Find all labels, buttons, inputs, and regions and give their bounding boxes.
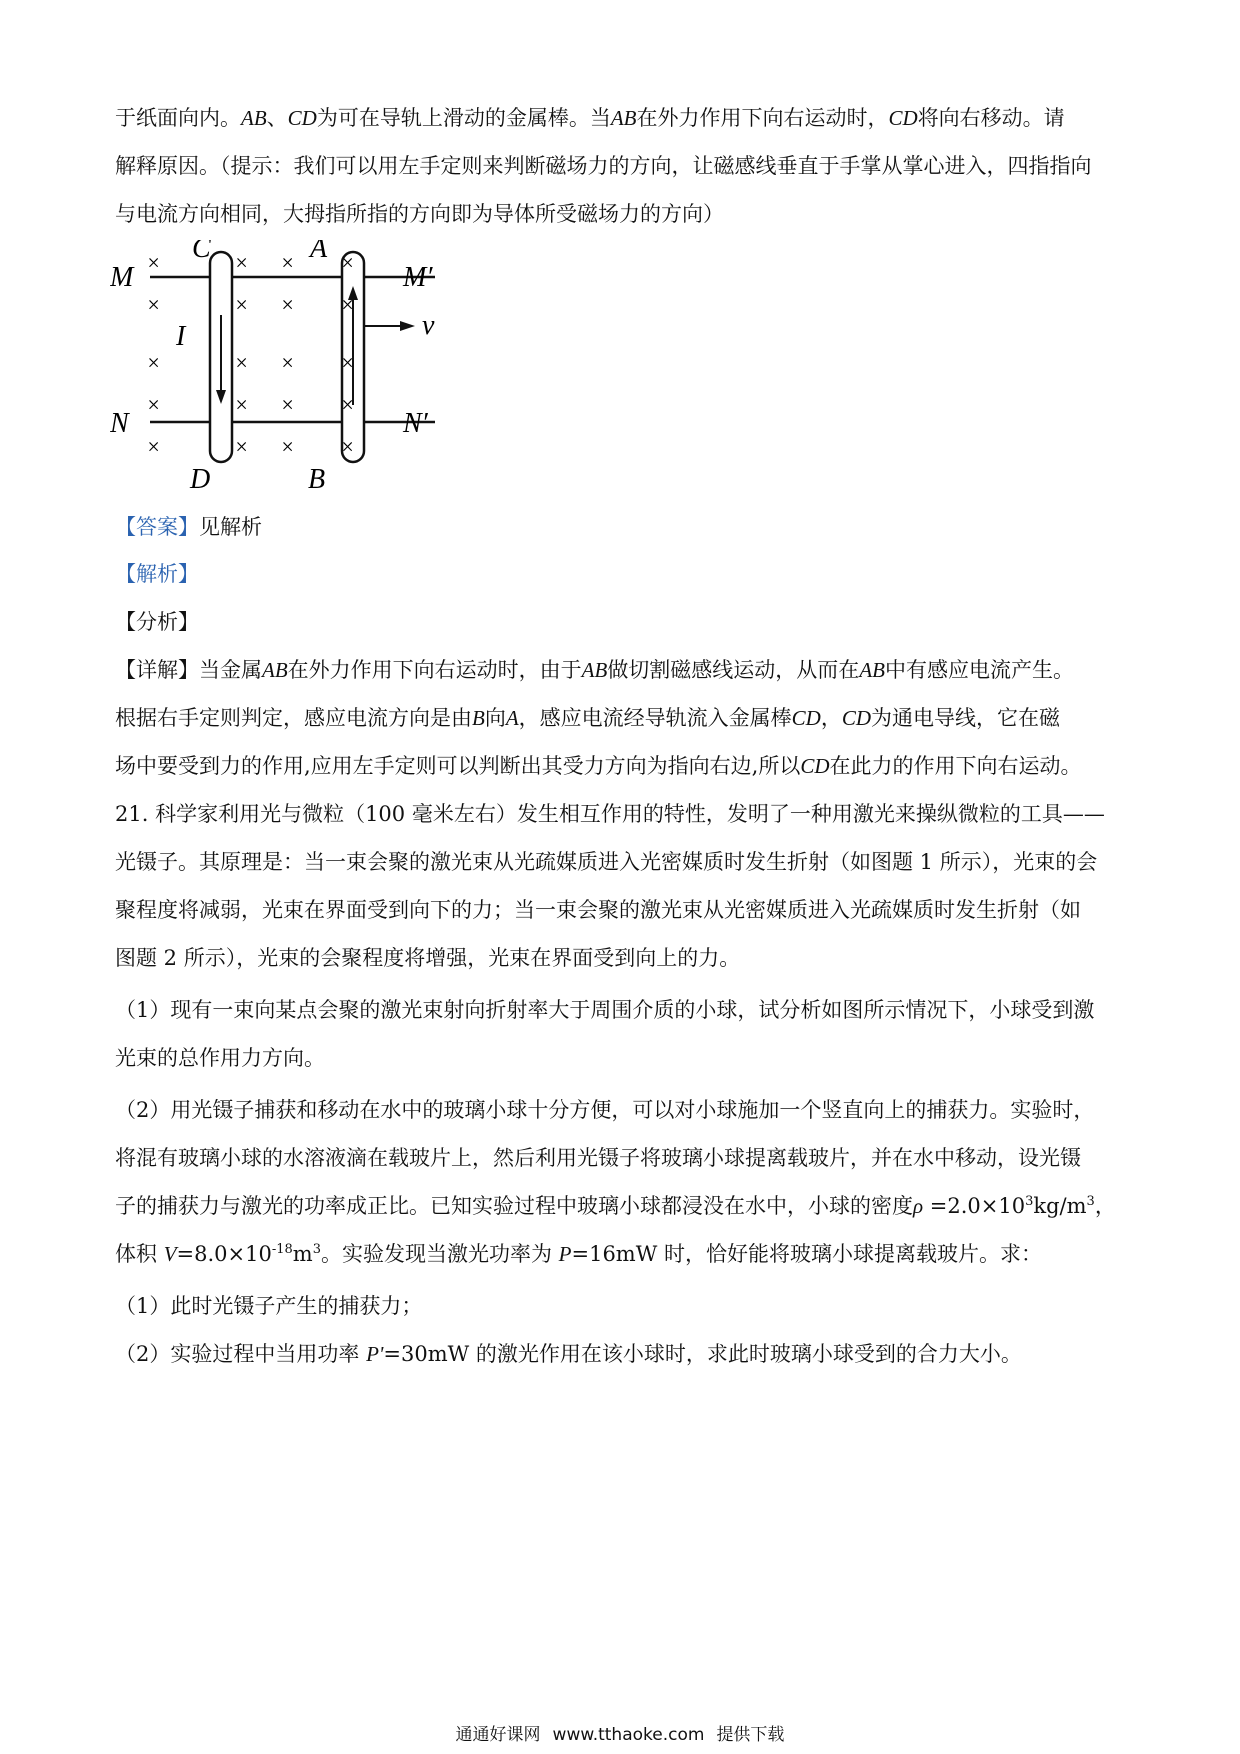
- field-cross: ×: [146, 350, 161, 375]
- label-v: v: [422, 310, 435, 341]
- text: 体积: [115, 1242, 157, 1266]
- field-cross: ×: [146, 434, 161, 459]
- superscript: 3: [312, 1242, 321, 1257]
- label-m-prime: M′: [403, 262, 433, 293]
- text: （2）实验过程中当用功率: [115, 1342, 360, 1366]
- answer-text: 见解析: [199, 515, 262, 539]
- var: AB: [581, 658, 608, 682]
- page-footer: [0, 1720, 1240, 1745]
- q21-part2-line-2: 将混有玻璃小球的水溶液滴在载玻片上，然后利用光镊子将玻璃小球提离载玻片，并在水中移动，设光镊: [115, 1146, 1081, 1170]
- text: 将向右移动。请: [917, 106, 1065, 130]
- q21-part1-line-1: （1）现有一束向某点会聚的激光束射向折射率大于周围介质的小球，试分析如图所示情况下，小球受到激: [115, 998, 1095, 1022]
- superscript: 3: [1086, 1194, 1095, 1209]
- detail-line-1: [115, 655, 1135, 685]
- text: =8.0×10: [176, 1242, 272, 1266]
- text: 。实验发现当激光功率为: [320, 1242, 552, 1266]
- label-n: N: [110, 408, 129, 439]
- field-cross: ×: [234, 292, 249, 317]
- label-m: M: [110, 262, 134, 293]
- q21-line-1: 21. 科学家利用光与微粒（100 毫米左右）发生相互作用的特性，发明了一种用激光来操纵微粒的工具——: [115, 802, 1105, 826]
- superscript: 3: [1025, 1194, 1034, 1209]
- footer-url[interactable]: www.tthaoke.com: [552, 1725, 705, 1745]
- label-c: C: [192, 240, 211, 264]
- q21-line-2: 光镊子。其原理是：当一束会聚的激光束从光疏媒质进入光密媒质时发生折射（如图题 1 所示），光束的会: [115, 850, 1098, 874]
- q21-line-3: 聚程度将减弱，光束在界面受到向下的力；当一束会聚的激光束从光密媒质进入光疏媒质时发生折射（如: [115, 898, 1081, 922]
- field-cross: ×: [340, 392, 355, 417]
- var: AB: [859, 658, 885, 682]
- text: 为可在导轨上滑动的金属棒。当: [316, 106, 611, 130]
- field-cross: ×: [280, 434, 295, 459]
- q21-line-4: 图题 2 所示），光束的会聚程度将增强，光束在界面受到向上的力。: [115, 946, 741, 970]
- text: 当金属: [199, 658, 262, 682]
- field-cross: ×: [234, 392, 249, 417]
- text: kg/m: [1033, 1194, 1087, 1218]
- field-cross: ×: [340, 350, 355, 375]
- var: AB: [241, 106, 267, 130]
- var: AB: [262, 658, 288, 682]
- field-cross: ×: [340, 292, 355, 317]
- field-cross: ×: [146, 250, 161, 275]
- var: CD: [791, 706, 821, 730]
- answer-tag: 【答案】: [115, 515, 199, 539]
- text: 为通电导线，它在磁: [871, 706, 1061, 730]
- text: =2.0×10: [929, 1194, 1026, 1218]
- var: ρ: [913, 1194, 924, 1218]
- text: 场中要受到力的作用,应用左手定则可以判断出其受力方向为指向右边,所以: [115, 754, 801, 778]
- text: 向: [484, 706, 506, 730]
- superscript: -18: [271, 1242, 293, 1257]
- field-cross: ×: [234, 350, 249, 375]
- rail-rod-figure: [110, 240, 490, 495]
- field-cross: ×: [280, 292, 295, 317]
- text: =30mW 的激光作用在该小球时，求此时玻璃小球受到的合力大小。: [383, 1342, 1022, 1366]
- var: A: [505, 706, 519, 730]
- text: 中有感应电流产生。: [884, 658, 1074, 682]
- text: m: [292, 1242, 313, 1266]
- text: ，: [820, 706, 842, 730]
- fenxi-tag: 【分析】: [115, 610, 199, 634]
- footer-site: 通通好课网: [455, 1725, 541, 1745]
- prev-question-line-1: [115, 103, 1135, 133]
- text: 在外力作用下向右运动时，: [636, 106, 889, 130]
- field-cross: ×: [146, 292, 161, 317]
- var: AB: [610, 106, 637, 130]
- var: CD: [888, 106, 918, 130]
- answer-line: [115, 512, 1135, 542]
- q21-part2-line-1: （2）用光镊子捕获和移动在水中的玻璃小球十分方便，可以对小球施加一个竖直向上的捕获力。实验时，: [115, 1098, 1095, 1122]
- q21-sub-2: [115, 1339, 1135, 1369]
- field-cross: ×: [280, 392, 295, 417]
- var: CD: [800, 754, 830, 778]
- text: 做切割磁感线运动，从而在: [607, 658, 860, 682]
- label-d: D: [190, 464, 211, 495]
- q21-sub-1: （1）此时光镊子产生的捕获力；: [115, 1294, 423, 1318]
- text: ，感应电流经导轨流入金属棒: [518, 706, 792, 730]
- var: B: [472, 706, 485, 730]
- footer-suffix: 提供下载: [716, 1725, 785, 1745]
- field-cross: ×: [234, 250, 249, 275]
- var: CD: [841, 706, 872, 730]
- velocity-arrowhead: [400, 321, 415, 331]
- text: 于纸面向内。: [115, 106, 241, 130]
- label-a: A: [310, 240, 328, 264]
- text: 在外力作用下向右运动时，由于: [287, 658, 582, 682]
- field-cross: ×: [280, 350, 295, 375]
- q21-part2-line-4: [115, 1239, 1135, 1269]
- label-i: I: [176, 321, 186, 352]
- field-cross: ×: [146, 392, 161, 417]
- var: V: [163, 1242, 177, 1266]
- prev-question-line-2: 解释原因。（提示：我们可以用左手定则来判断磁场力的方向，让磁感线垂直于手掌从掌心进入，四指指向: [115, 154, 1092, 178]
- text: 根据右手定则判定，感应电流方向是由: [115, 706, 472, 730]
- label-b: B: [308, 464, 326, 495]
- label-n-prime: N′: [403, 408, 428, 439]
- analysis-tag: 【解析】: [115, 562, 199, 586]
- text: 、: [266, 106, 288, 130]
- var: CD: [287, 106, 317, 130]
- text: =16mW 时，恰好能将玻璃小球提离载玻片。求：: [571, 1242, 1042, 1266]
- prev-question-line-3: 与电流方向相同，大拇指所指的方向即为导体所受磁场力的方向）: [115, 202, 724, 226]
- text: ，: [1094, 1194, 1116, 1218]
- detail-line-2: [115, 703, 1135, 733]
- detail-line-3: [115, 751, 1135, 781]
- q21-part1-line-2: 光束的总作用力方向。: [115, 1046, 325, 1070]
- q21-part2-line-3: [115, 1191, 1135, 1221]
- field-cross: ×: [280, 250, 295, 275]
- field-cross: ×: [340, 250, 355, 275]
- var: P': [366, 1342, 384, 1366]
- text: 子的捕获力与激光的功率成正比。已知实验过程中玻璃小球都浸没在水中，小球的密度: [115, 1194, 913, 1218]
- field-cross: ×: [234, 434, 249, 459]
- field-cross: ×: [340, 434, 355, 459]
- text: 在此力的作用下向右运动。: [829, 754, 1082, 778]
- detail-tag: 【详解】: [115, 658, 199, 682]
- var: P: [558, 1242, 572, 1266]
